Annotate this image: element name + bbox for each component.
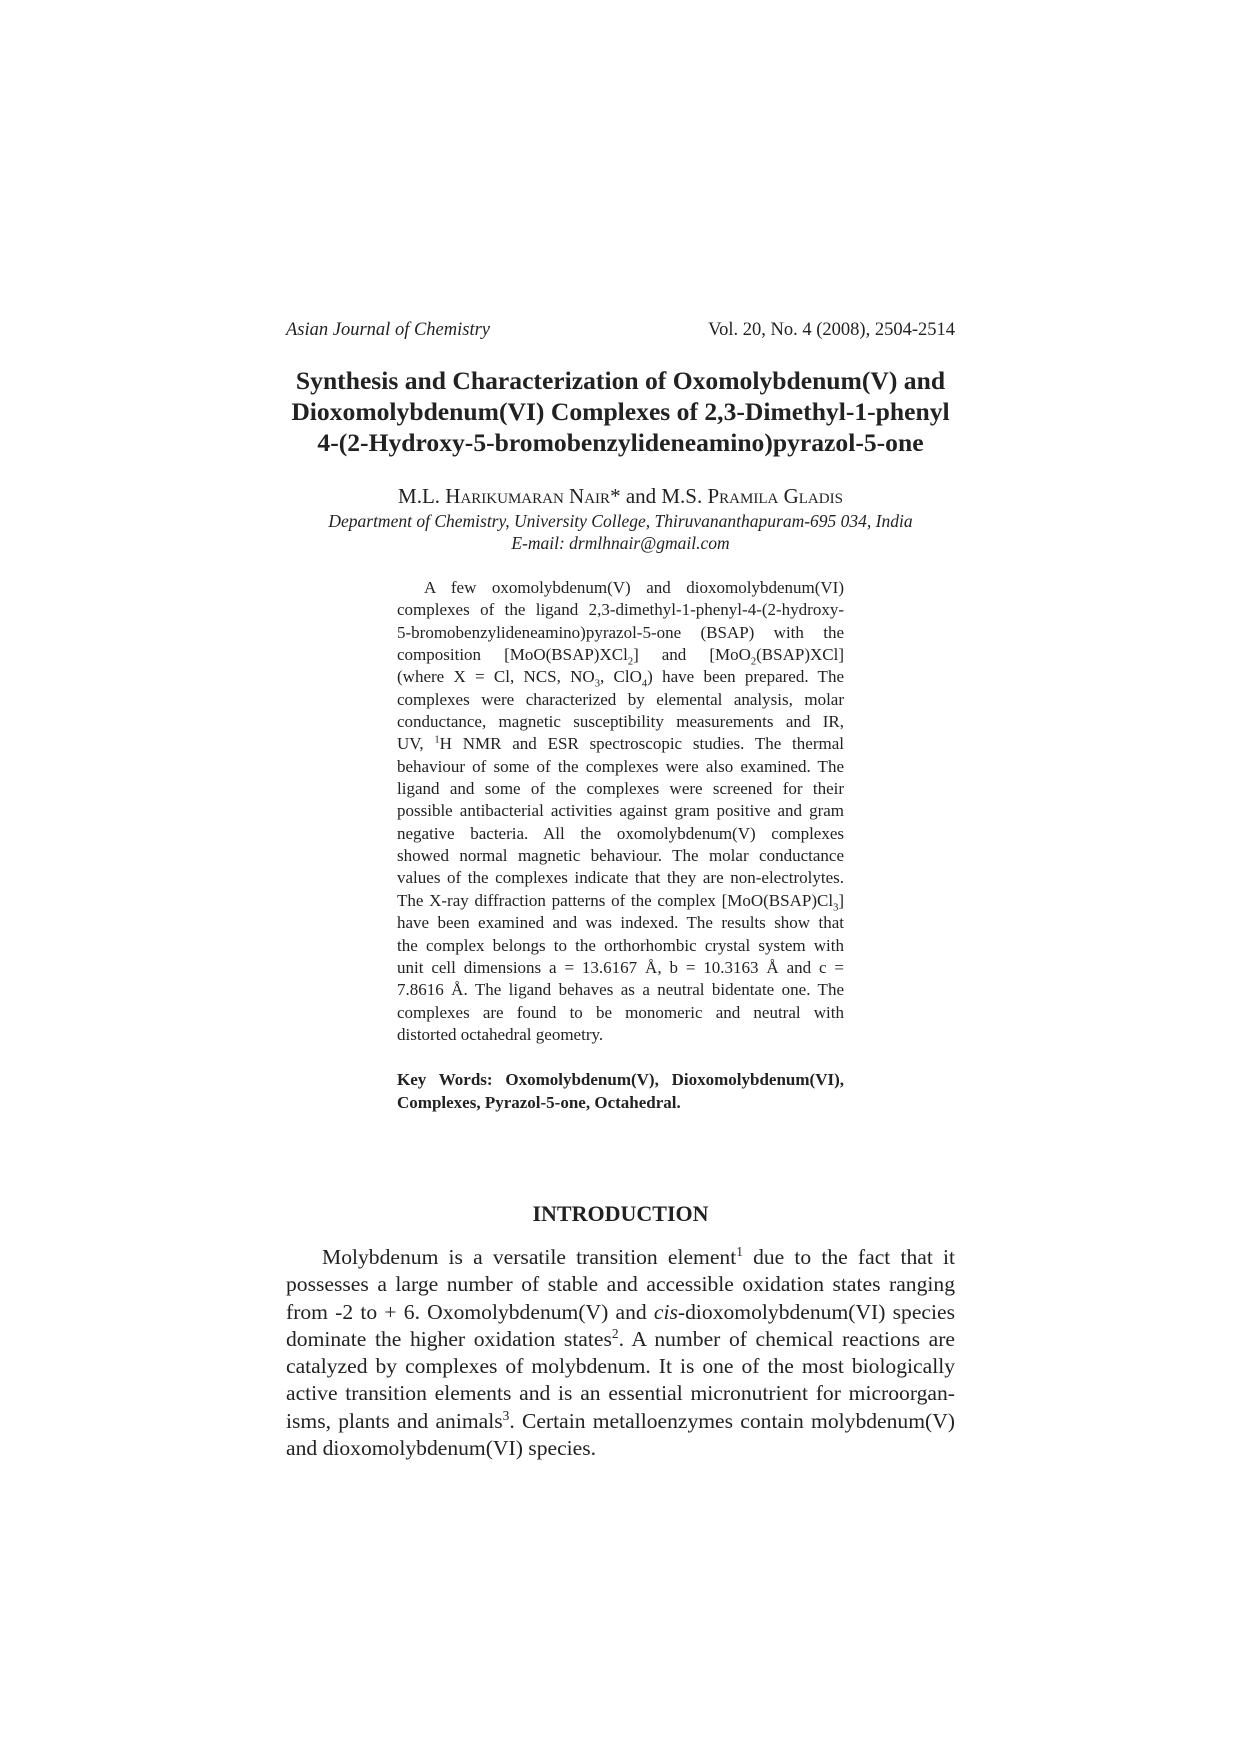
text-run: UV, [397,734,435,754]
abstract-line [397,599,844,621]
abstract-line [397,823,844,845]
abstract-line [397,666,844,688]
text-run: due to the fact that it [742,1245,955,1269]
text-run: behaviour of some of the complexes were also examined. The [397,756,844,776]
text-run: complexes were characterized by elemental analysis, molar [397,689,844,709]
text-run: ligand and some of the complexes were screened for their [397,779,844,799]
abstract [397,577,844,1046]
text-run: -dioxomolybdenum(VI) species [677,1299,955,1324]
text-run: composition [MoO(BSAP)XCl [397,645,628,665]
abstract-line [397,935,844,957]
text-run: the complex belongs to the orthorhombic crystal system with [397,935,844,955]
subscript: 4 [641,678,648,690]
introduction-paragraph-line [286,1326,955,1353]
text-run: (where X = Cl, NCS, NO [397,667,595,687]
small-caps-text: Pramila Gladis [707,484,843,508]
superscript: 3 [502,1407,510,1423]
authors-line [286,484,955,508]
subscript: 2 [750,656,757,668]
abstract-line [397,711,844,733]
title-line: Synthesis and Characterization of Oxomolybdenum(V) and [295,366,946,395]
introduction-paragraph-line [286,1380,955,1407]
text-run: conductance, magnetic susceptibility measurements and IR, [397,712,844,732]
text-run: possesses a large number of stable and accessible oxidation states ranging [286,1272,955,1297]
abstract-line [397,890,844,912]
subscript: 3 [594,678,600,690]
title-line: Dioxomolybdenum(VI) Complexes of 2,3-Dimethyl-1-phenyl [291,397,950,426]
abstract-line [397,577,844,599]
introduction-paragraph-line [286,1435,955,1462]
text-run: have been examined and was indexed. The results show that [397,913,844,933]
text-run: . Certain metalloenzymes contain molybdenum(V) [509,1408,955,1433]
abstract-line [397,733,844,755]
volume-info: Vol. 20, No. 4 (2008), 2504-2514 [708,320,955,340]
text-run: showed normal magnetic behaviour. The molar conductance [397,846,844,866]
paper-title [286,365,955,458]
text-run: The X-ray diffraction patterns of the complex [MoO(BSAP)Cl [397,890,834,910]
text-run: M.L. [398,484,446,508]
key-words [397,1068,844,1114]
introduction-paragraph-line [286,1244,955,1271]
abstract-line [397,622,844,644]
text-run: A few oxomolybdenum(V) and dioxomolybdenum(VI) [424,578,844,597]
text-run: 5-bromobenzylideneamino)pyrazol-5-one (BSAP) with the [397,622,844,642]
text-run: ] and [MoO [633,645,751,665]
text-run: dominate the higher oxidation states [286,1326,612,1351]
key-words-line [397,1091,844,1114]
introduction-paragraph-line [286,1271,955,1298]
text-run: H NMR and ESR spectroscopic studies. The thermal [439,734,844,754]
text-run: ] [838,890,844,910]
title-line: 4-(2-Hydroxy-5-bromobenzylideneamino)pyrazol-5-one [317,428,924,457]
abstract-line [397,1024,844,1046]
superscript: 2 [611,1325,619,1341]
introduction-paragraph-line [286,1353,955,1380]
abstract-line [397,756,844,778]
text-run: active transition elements and is an essential micronutrient for microorgan- [286,1381,955,1406]
abstract-line [397,957,844,979]
introduction-paragraph [286,1244,955,1462]
small-caps-text: Harikumaran Nair [445,484,611,508]
subscript: 3 [833,902,839,914]
subscript: 2 [627,656,634,668]
journal-name: Asian Journal of Chemistry [286,320,491,340]
text-run: Key Words: Oxomolybdenum(V), Dioxomolybdenum(VI), [397,1070,844,1089]
text-run: catalyzed by complexes of molybdenum. It is one of the most biologically [286,1354,955,1379]
text-run: complexes are found to be monomeric and neutral with [397,1002,844,1022]
email: E-mail: drmlhnair@gmail.com [511,533,730,553]
text-run: unit cell dimensions a = 13.6167 Å, b = 10.3163 Å and c = [397,957,844,977]
italic-text: cis [653,1299,678,1324]
affiliation-block [286,510,955,554]
text-run: negative bacteria. All the oxomolybdenum(V) complexes [397,823,844,843]
superscript: 1 [434,734,440,746]
abstract-line [397,845,844,867]
superscript: 1 [736,1243,743,1259]
key-words-line [397,1068,844,1091]
abstract-line [397,912,844,934]
abstract-line [397,778,844,800]
text-run: ) have been prepared. The [647,667,844,687]
text-run: distorted octahedral geometry. [397,1024,604,1044]
abstract-line [397,644,844,666]
section-heading: INTRODUCTION [532,1201,709,1226]
text-run: . A number of chemical reactions are [618,1326,955,1351]
introduction-paragraph-line [286,1408,955,1435]
text-run: isms, plants and animals [286,1408,503,1433]
text-run: from -2 to + 6. Oxomolybdenum(V) and [286,1299,654,1324]
text-run: and dioxomolybdenum(VI) species. [286,1436,597,1461]
text-run: , ClO [599,667,642,687]
text-run: values of the complexes indicate that they are non-electrolytes. [397,868,844,888]
text-run: possible antibacterial activities against gram positive and gram [397,801,844,821]
introduction-paragraph-line [286,1299,955,1326]
abstract-line [397,867,844,889]
authors [286,484,955,508]
abstract-line [397,979,844,1001]
text-run: (BSAP)XCl] [756,645,844,665]
affiliation: Department of Chemistry, University College, Thiruvananthapuram-695 034, India [328,511,913,531]
running-header [286,318,955,342]
text-run: 7.8616 Å. The ligand behaves as a neutral bidentate one. The [397,980,844,1000]
text-run: Complexes, Pyrazol-5-one, Octahedral. [397,1093,681,1112]
text-run: Molybdenum is a versatile transition element [322,1245,737,1269]
abstract-line [397,800,844,822]
abstract-line [397,689,844,711]
abstract-line [397,1002,844,1024]
text-run: * and M.S. [610,484,708,508]
text-run: complexes of the ligand 2,3-dimethyl-1-phenyl-4-(2-hydroxy- [397,600,844,620]
